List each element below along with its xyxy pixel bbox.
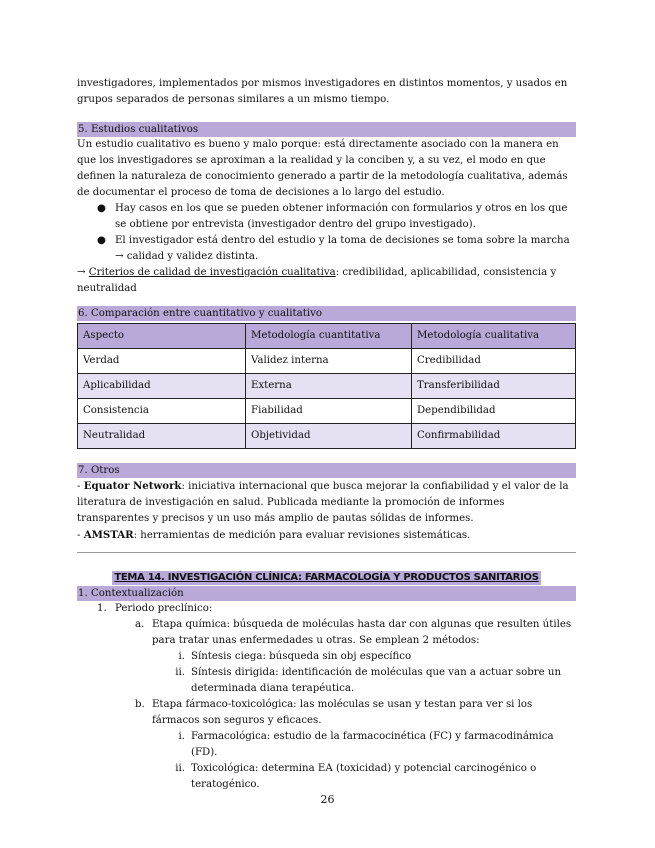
page-content (77, 76, 576, 793)
equator-network-term: Equator Network (83, 480, 182, 492)
table-cell: Credibilidad (412, 349, 576, 374)
column-header: Aspecto (78, 324, 246, 349)
arrow-icon: → (77, 267, 86, 278)
section-heading-contextualizacion: 1. Contextualización (77, 586, 576, 601)
section5-paragraph: Un estudio cualitativo es bueno y malo porque: está directamente asociado con la manera en que los investigadores se aproximan a la realidad y la conciben y, a su vez, el modo en que definen la naturaleza de conocimiento generado a partir de la metodología cualitativa, además de documentar el proceso de toma de decisiones a lo largo del estudio. (77, 139, 568, 198)
criteria-line (77, 265, 576, 297)
bullet-icon: ● (97, 235, 106, 246)
list-item: a. Etapa química: búsqueda de moléculas hasta dar con algunas que resulten útiles para tratar unas enfermedades u otras. Se emplean 2 métodos: (135, 619, 572, 646)
amstar-entry: - AMSTAR: herramientas de medición para evaluar revisiones sistemáticas. (77, 529, 471, 541)
bullet-icon: ● (97, 203, 106, 214)
list-item: i. Farmacológica: estudio de la farmacocinética (FC) y farmacodinámica (FD). (178, 731, 554, 758)
table-row (78, 399, 576, 424)
comparison-table (77, 323, 576, 449)
list-item: ● El investigador está dentro del estudio y la toma de decisiones se toma sobre la marcha → calidad y validez distinta. (97, 235, 570, 262)
table-cell: Externa (246, 374, 412, 399)
table-cell: Objetividad (246, 424, 412, 449)
section-heading-otros: 7. Otros (77, 463, 576, 478)
intro-paragraph: investigadores, implementados por mismos investigadores en distintos momentos, y usados en grupos separados de personas similares a un mismo tiempo. (77, 78, 568, 105)
table-header-row (78, 324, 576, 349)
list-item: i. Síntesis ciega: búsqueda sin obj específico (178, 651, 412, 662)
table-row (78, 424, 576, 449)
page-number: 26 (320, 793, 335, 806)
table-cell: Neutralidad (78, 424, 246, 449)
amstar-term: AMSTAR (83, 529, 134, 541)
criteria-title: Criterios de calidad de investigación cualitativa (88, 267, 336, 278)
column-header: Metodología cualitativa (412, 324, 576, 349)
table-cell: Validez interna (246, 349, 412, 374)
topic-title: TEMA 14. INVESTIGACIÓN CLÍNICA: FARMACOLOGÍA Y PRODUCTOS SANITARIOS (114, 572, 539, 583)
table-cell: Aplicabilidad (78, 374, 246, 399)
table-cell: Verdad (78, 349, 246, 374)
section5-bullet-list (77, 201, 576, 265)
column-header: Metodología cuantitativa (246, 324, 412, 349)
table-row (78, 374, 576, 399)
criteria-list: : credibilidad, aplicabilidad, consistencia y neutralidad (77, 267, 557, 294)
list-item: b. Etapa fármaco-toxicológica: las moléculas se usan y testan para ver si los fármacos son seguros y eficaces. (135, 699, 533, 726)
table-cell: Dependibilidad (412, 399, 576, 424)
table-cell: Consistencia (78, 399, 246, 424)
list-item: ii. Síntesis dirigida: identificación de moléculas que van a actuar sobre un determinada diana terapéutica. (175, 667, 562, 694)
list-item: 1. Periodo preclínico: (97, 603, 213, 614)
table-cell: Transferibilidad (412, 374, 576, 399)
section-heading-comparacion: 6. Comparación entre cuantitativo y cualitativo (77, 306, 576, 321)
equator-network-entry: - Equator Network: iniciativa internacional que busca mejorar la confiabilidad y el valor de la literatura de investigación en salud. Publicada mediante la promoción de informes transparentes y precisos y un uso más amplio de pautas sólidas de informes. (77, 480, 569, 524)
table-cell: Confirmabilidad (412, 424, 576, 449)
table-cell: Fiabilidad (246, 399, 412, 424)
outline-list (77, 601, 576, 793)
table-row (78, 349, 576, 374)
list-item: ● Hay casos en los que se pueden obtener información con formularios y otros en los que se obtiene por entrevista (investigador dentro del grupo investigado). (97, 203, 568, 230)
horizontal-divider (77, 552, 576, 553)
section-heading-estudios-cualitativos: 5. Estudios cualitativos (77, 122, 576, 137)
list-item: ii. Toxicológica: determina EA (toxicidad) y potencial carcinogénico o teratogénico. (175, 763, 537, 790)
